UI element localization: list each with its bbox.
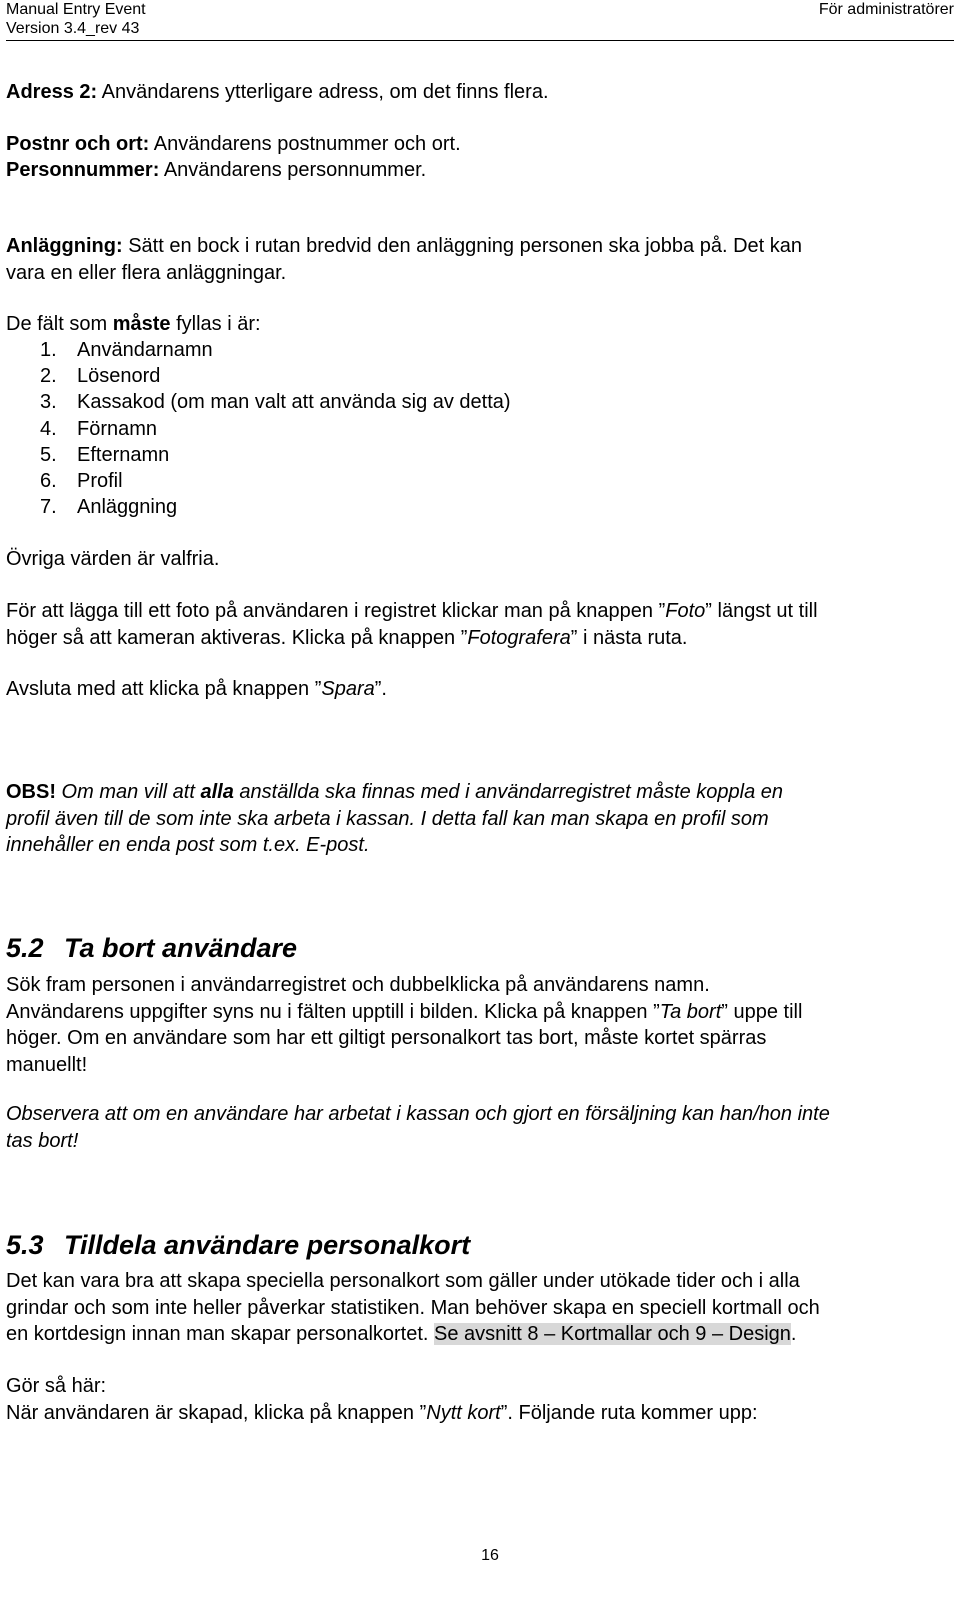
document-title: Manual Entry Event xyxy=(6,1,146,18)
body-text: Det kan vara bra att skapa speciella personalkort som gäller under utökade tider och i alla xyxy=(6,1270,800,1292)
list-item-text: Lösenord xyxy=(77,365,161,388)
field-text: Sätt en bock i rutan bredvid den anläggning personen ska jobba på. Det kan xyxy=(122,235,802,257)
field-text: Användarens postnummer och ort. xyxy=(149,133,461,155)
section-heading-5-3 xyxy=(6,1229,470,1261)
field-label: Adress 2: xyxy=(6,81,98,103)
body-text: Användarens uppgifter syns nu i fälten upptill i bilden. Klicka på knappen ” xyxy=(6,1000,660,1023)
howto-block xyxy=(6,1373,946,1426)
button-name-nytt-kort: Nytt kort xyxy=(426,1401,501,1424)
required-intro-emphasis: måste xyxy=(112,313,171,335)
section-5-2-body xyxy=(6,972,946,1078)
button-name-ta-bort: Ta bort xyxy=(659,1000,722,1023)
required-intro-pre: De fält som xyxy=(6,313,113,335)
list-item-number: 7. xyxy=(40,496,57,519)
header-left xyxy=(6,0,146,38)
list-item-text: Förnamn xyxy=(77,417,158,440)
optional-note: Övriga värden är valfria. xyxy=(6,548,220,570)
photo-text: ” i nästa ruta. xyxy=(570,626,688,649)
section-title: Ta bort användare xyxy=(64,933,298,963)
button-name-foto: Foto xyxy=(665,600,706,622)
body-text: När användaren är skapad, klicka på knappen ” xyxy=(6,1401,427,1424)
field-text-cont: vara en eller flera anläggningar. xyxy=(6,261,287,284)
save-text: ”. xyxy=(374,678,387,700)
obs-text: profil även till de som inte ska arbeta i kassan. I detta fall kan man skapa en profil som xyxy=(6,807,769,830)
body-text: . xyxy=(790,1323,797,1345)
list-item-text: Efternamn xyxy=(77,443,170,466)
button-name-spara: Spara xyxy=(321,678,375,700)
section-heading-5-2 xyxy=(6,932,297,964)
field-anlaggning xyxy=(6,233,946,286)
section-5-3-body xyxy=(6,1268,946,1348)
field-text: Användarens ytterligare adress, om det finns flera. xyxy=(97,81,549,103)
required-intro xyxy=(6,311,946,338)
obs-emphasis: alla xyxy=(200,781,234,803)
field-label: Personnummer: xyxy=(6,159,160,181)
list-item-number: 3. xyxy=(40,391,57,414)
button-name-fotografera: Fotografera xyxy=(467,626,571,649)
document-version: Version 3.4_rev 43 xyxy=(6,20,140,37)
list-item xyxy=(40,337,511,363)
list-item-text: Profil xyxy=(77,470,123,493)
body-text: ”. Följande ruta kommer upp: xyxy=(500,1401,758,1424)
obs-note xyxy=(6,779,946,859)
cross-reference-link[interactable]: Se avsnitt 8 – Kortmallar och 9 – Design xyxy=(434,1323,791,1345)
photo-text: För att lägga till ett foto på användaren i registret klickar man på knappen ” xyxy=(6,600,666,622)
obs-text: anställda ska finnas med i användarregistret måste koppla en xyxy=(233,781,784,803)
list-item xyxy=(40,416,511,442)
obs-label: OBS! xyxy=(6,781,56,803)
list-item-number: 1. xyxy=(40,339,57,361)
body-text: en kortdesign innan man skapar personalkortet. xyxy=(6,1323,435,1345)
list-item-number: 5. xyxy=(40,443,57,466)
page-number: 16 xyxy=(481,1547,499,1564)
header-audience: För administratörer xyxy=(818,1,954,18)
body-text: grindar och som inte heller påverkar statistiken. Man behöver skapa en speciell kortmall och xyxy=(6,1296,820,1319)
section-title: Tilldela användare personalkort xyxy=(64,1230,471,1260)
list-item xyxy=(40,363,511,389)
list-item xyxy=(40,442,511,468)
list-item-text: Användarnamn xyxy=(77,339,213,361)
required-fields-list xyxy=(40,337,511,520)
body-text: ” uppe till xyxy=(721,1000,803,1023)
list-item-text: Kassakod (om man valt att använda sig av detta) xyxy=(77,391,511,414)
body-text: Sök fram personen i användarregistret och dubbelklicka på användarens namn. xyxy=(6,974,710,996)
photo-text: höger så att kameran aktiveras. Klicka på knappen ” xyxy=(6,626,468,649)
list-item-number: 4. xyxy=(40,417,57,440)
obs-text: innehåller en enda post som t.ex. E-post. xyxy=(6,834,370,856)
list-item-text: Anläggning xyxy=(77,496,178,519)
save-text: Avsluta med att klicka på knappen ” xyxy=(6,678,322,700)
list-item-number: 6. xyxy=(40,470,57,493)
field-personnummer xyxy=(6,157,946,184)
field-adress2 xyxy=(6,79,946,106)
section-number: 5.2 xyxy=(6,933,44,963)
field-label: Postnr och ort: xyxy=(6,133,150,155)
photo-instructions xyxy=(6,598,946,651)
body-text: manuellt! xyxy=(6,1053,88,1076)
list-item-number: 2. xyxy=(40,365,57,388)
save-instruction xyxy=(6,676,946,703)
field-text: Användarens personnummer. xyxy=(159,159,427,181)
field-postnr xyxy=(6,131,946,158)
section-5-2-warning xyxy=(6,1101,946,1154)
photo-text: ” längst ut till xyxy=(705,600,818,622)
warning-text: Observera att om en användare har arbetat i kassan och gjort en försäljning kan han/hon inte xyxy=(6,1103,830,1125)
obs-text: Om man vill att xyxy=(56,781,201,803)
warning-text: tas bort! xyxy=(6,1129,79,1152)
list-item xyxy=(40,389,511,415)
required-intro-post: fyllas i är: xyxy=(170,313,261,335)
body-text: höger. Om en användare som har ett giltigt personalkort tas bort, måste kortet spärras xyxy=(6,1027,767,1049)
section-number: 5.3 xyxy=(6,1230,44,1260)
page-header xyxy=(6,0,954,41)
list-item xyxy=(40,468,511,494)
list-item xyxy=(40,494,511,520)
howto-heading: Gör så här: xyxy=(6,1375,107,1397)
field-label: Anläggning: xyxy=(6,235,123,257)
